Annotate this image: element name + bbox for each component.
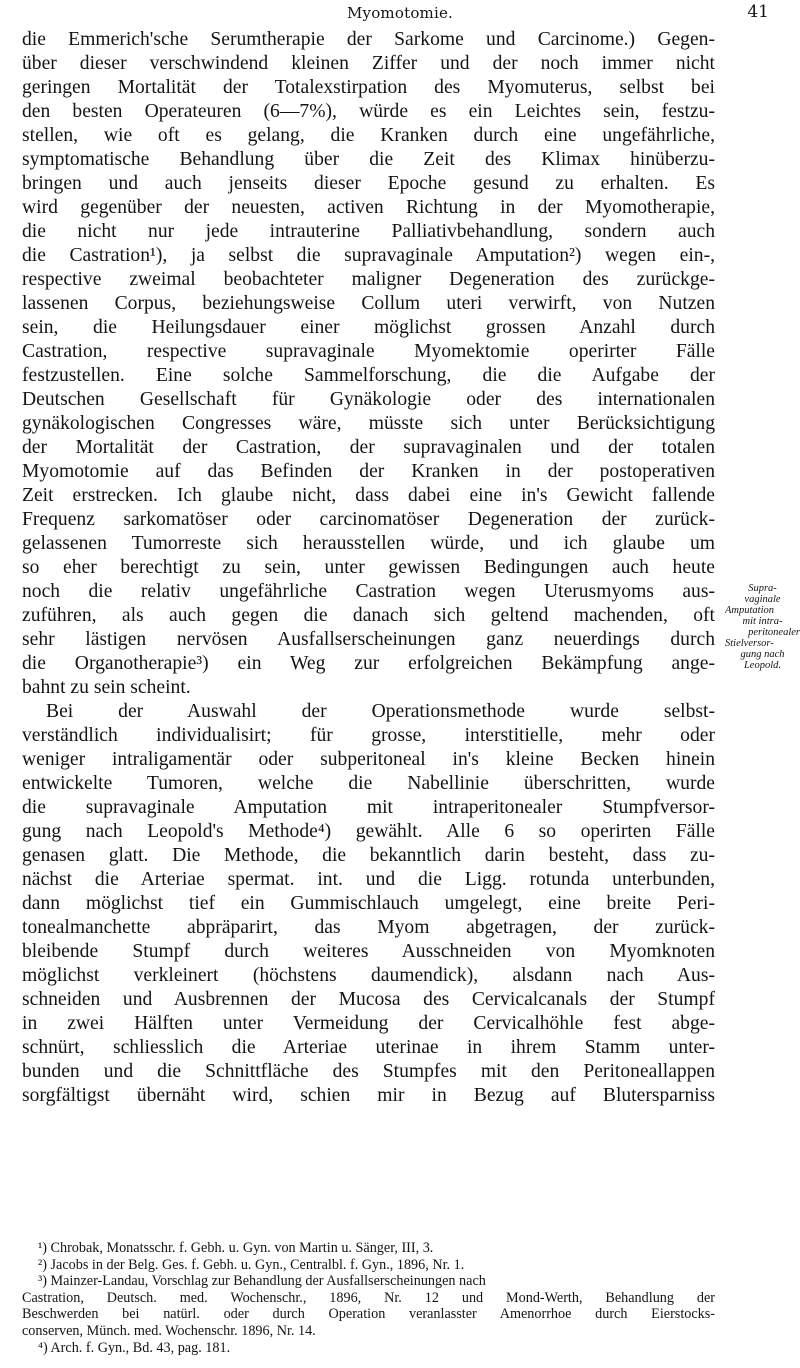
text-line: Frequenz sarkomatöser oder carcinomatöser Degeneration der zurück- [22,509,715,530]
running-header-title: Myomotomie. [346,4,454,22]
margin-note-line: Amputation [725,605,774,616]
body-text [22,28,715,1108]
text-line: schneiden und Ausbrennen der Mucosa des Cervicalcanals der Stumpf [22,989,715,1010]
margin-note-line: peritonealer [748,627,800,638]
text-line: weniger intraligamentär oder subperitoneal in's kleine Becken hinein [22,749,715,770]
text-line: stellen, wie oft es gelang, die Kranken durch eine ungefährliche, [22,125,715,146]
text-line: die nicht nur jede intrauterine Palliativbehandlung, sondern auch [22,221,715,242]
margin-note-line: gung nach [740,649,785,660]
text-line-paragraph-end: bahnt zu sein scheint. [22,677,191,698]
margin-note-line: Leopold. [743,660,782,671]
text-line: gung nach Leopold's Methode⁴) gewählt. Alle 6 so operirten Fälle [22,821,715,842]
text-line: festzustellen. Eine solche Sammelforschung, die die Aufgabe der [22,365,715,386]
margin-note-line: Supra- [748,583,777,594]
text-line: Zeit erstrecken. Ich glaube nicht, dass dabei eine in's Gewicht fallende [22,485,715,506]
text-line: tonealmanchette abpräparirt, das Myom abgetragen, der zurück- [22,917,715,938]
footnote-3-continuation: Castration, Deutsch. med. Wochenschr., 1896, Nr. 12 und Mond-Werth, Behandlung der [22,1289,715,1306]
text-line: sorgfältigst übernäht wird, schien mir in Bezug auf Blutersparniss [22,1085,715,1106]
text-line: möglichst verkleinert (höchstens daumendick), alsdann nach Aus- [22,965,715,986]
text-line: sein, die Heilungsdauer einer möglichst grossen Anzahl durch [22,317,715,338]
footnote-3-continuation: Beschwerden bei natürl. oder durch Operation veranlasster Amenorrhoe durch Eierstocks- [22,1306,715,1323]
text-line: schnürt, schliesslich die Arteriae uterinae in ihrem Stamm unter- [22,1037,715,1058]
text-line: Castration, respective supravaginale Myomektomie operirter Fälle [22,341,715,362]
footnotes [22,1240,715,1356]
text-line: bleibende Stumpf durch weiteres Ausschneiden von Myomknoten [22,941,715,962]
text-line: über dieser verschwindend kleinen Ziffer und der noch immer nicht [22,53,715,74]
footnote-1: ¹) Chrobak, Monatsschr. f. Gebh. u. Gyn. von Martin u. Sänger, III, 3. [38,1240,434,1256]
footnote-3: ³) Mainzer-Landau, Vorschlag zur Behandlung der Ausfallserscheinungen nach [38,1273,486,1290]
text-line: dann möglichst tief ein Gummischlauch umgelegt, eine breite Peri- [22,893,715,914]
text-line: die Castration¹), ja selbst die supravaginale Amputation²) wegen ein-, [22,245,715,266]
text-line: sehr lästigen nervösen Ausfallserscheinungen ganz neuerdings durch [22,629,715,650]
text-line: zuführen, als auch gegen die danach sich geltend machenden, oft [22,605,715,626]
text-line: respective zweimal beobachteter maligner Degeneration des zurückge- [22,269,715,290]
text-line: noch die relativ ungefährliche Castration wegen Uterusmyoms aus- [22,581,715,602]
text-line: gynäkologischen Congresses wäre, müsste sich unter Berücksichtigung [22,413,715,434]
text-line: so eher berechtigt zu sein, unter gewissen Bedingungen auch heute [22,557,715,578]
margin-note-line: Stielversor- [725,638,774,649]
text-line-paragraph-start: Bei der Auswahl der Operationsmethode wurde selbst- [46,701,715,722]
text-line: den besten Operateuren (6—7%), würde es ein Leichtes sein, festzu- [22,101,715,122]
text-line: geringen Mortalität der Totalexstirpation des Myomuterus, selbst bei [22,77,715,98]
text-line: verständlich individualisirt; für grosse, interstitielle, mehr oder [22,725,715,746]
text-line: in zwei Hälften unter Vermeidung der Cervicalhöhle fest abge- [22,1013,715,1034]
footnote-3-continuation: conserven, Münch. med. Wochenschr. 1896, Nr. 14. [22,1322,316,1339]
text-line: die Organotherapie³) ein Weg zur erfolgreichen Bekämpfung ange- [22,653,715,674]
text-line: genasen glatt. Die Methode, die bekanntlich darin besteht, dass zu- [22,845,715,866]
text-line: nächst die Arteriae spermat. int. und die Ligg. rotunda unterbunden, [22,869,715,890]
margin-note-line: mit intra- [742,616,783,627]
text-line: lassenen Corpus, beziehungsweise Collum uteri verwirft, von Nutzen [22,293,715,314]
text-line: die Emmerich'sche Serumtherapie der Sarkome und Carcinome.) Gegen- [22,29,715,50]
text-line: Deutschen Gesellschaft für Gynäkologie oder des internationalen [22,389,715,410]
footnote-4: ⁴) Arch. f. Gyn., Bd. 43, pag. 181. [38,1339,231,1356]
footnote-2: ²) Jacobs in der Belg. Ges. f. Gebh. u. Gyn., Centralbl. f. Gyn., 1896, Nr. 1. [38,1256,465,1273]
text-line: entwickelte Tumoren, welche die Nabellinie überschritten, wurde [22,773,715,794]
text-line: die supravaginale Amputation mit intraperitonealer Stumpfversor- [22,797,715,818]
text-line: bunden und die Schnittfläche des Stumpfes mit den Peritoneallappen [22,1061,715,1082]
margin-note-line: vaginale [744,594,781,605]
text-line: der Mortalität der Castration, der supravaginalen und der totalen [22,437,715,458]
text-line: symptomatische Behandlung über die Zeit des Klimax hinüberzu- [22,149,715,170]
margin-note [725,583,800,671]
text-line: gelassenen Tumorreste sich herausstellen würde, und ich glaube um [22,533,715,554]
text-line: wird gegenüber der neuesten, activen Richtung in der Myomotherapie, [22,197,715,218]
page-number: 41 [747,2,769,22]
text-line: Myomotomie auf das Befinden der Kranken in der postoperativen [22,461,715,482]
text-line: bringen und auch jenseits dieser Epoche gesund zu erhalten. Es [22,173,715,194]
